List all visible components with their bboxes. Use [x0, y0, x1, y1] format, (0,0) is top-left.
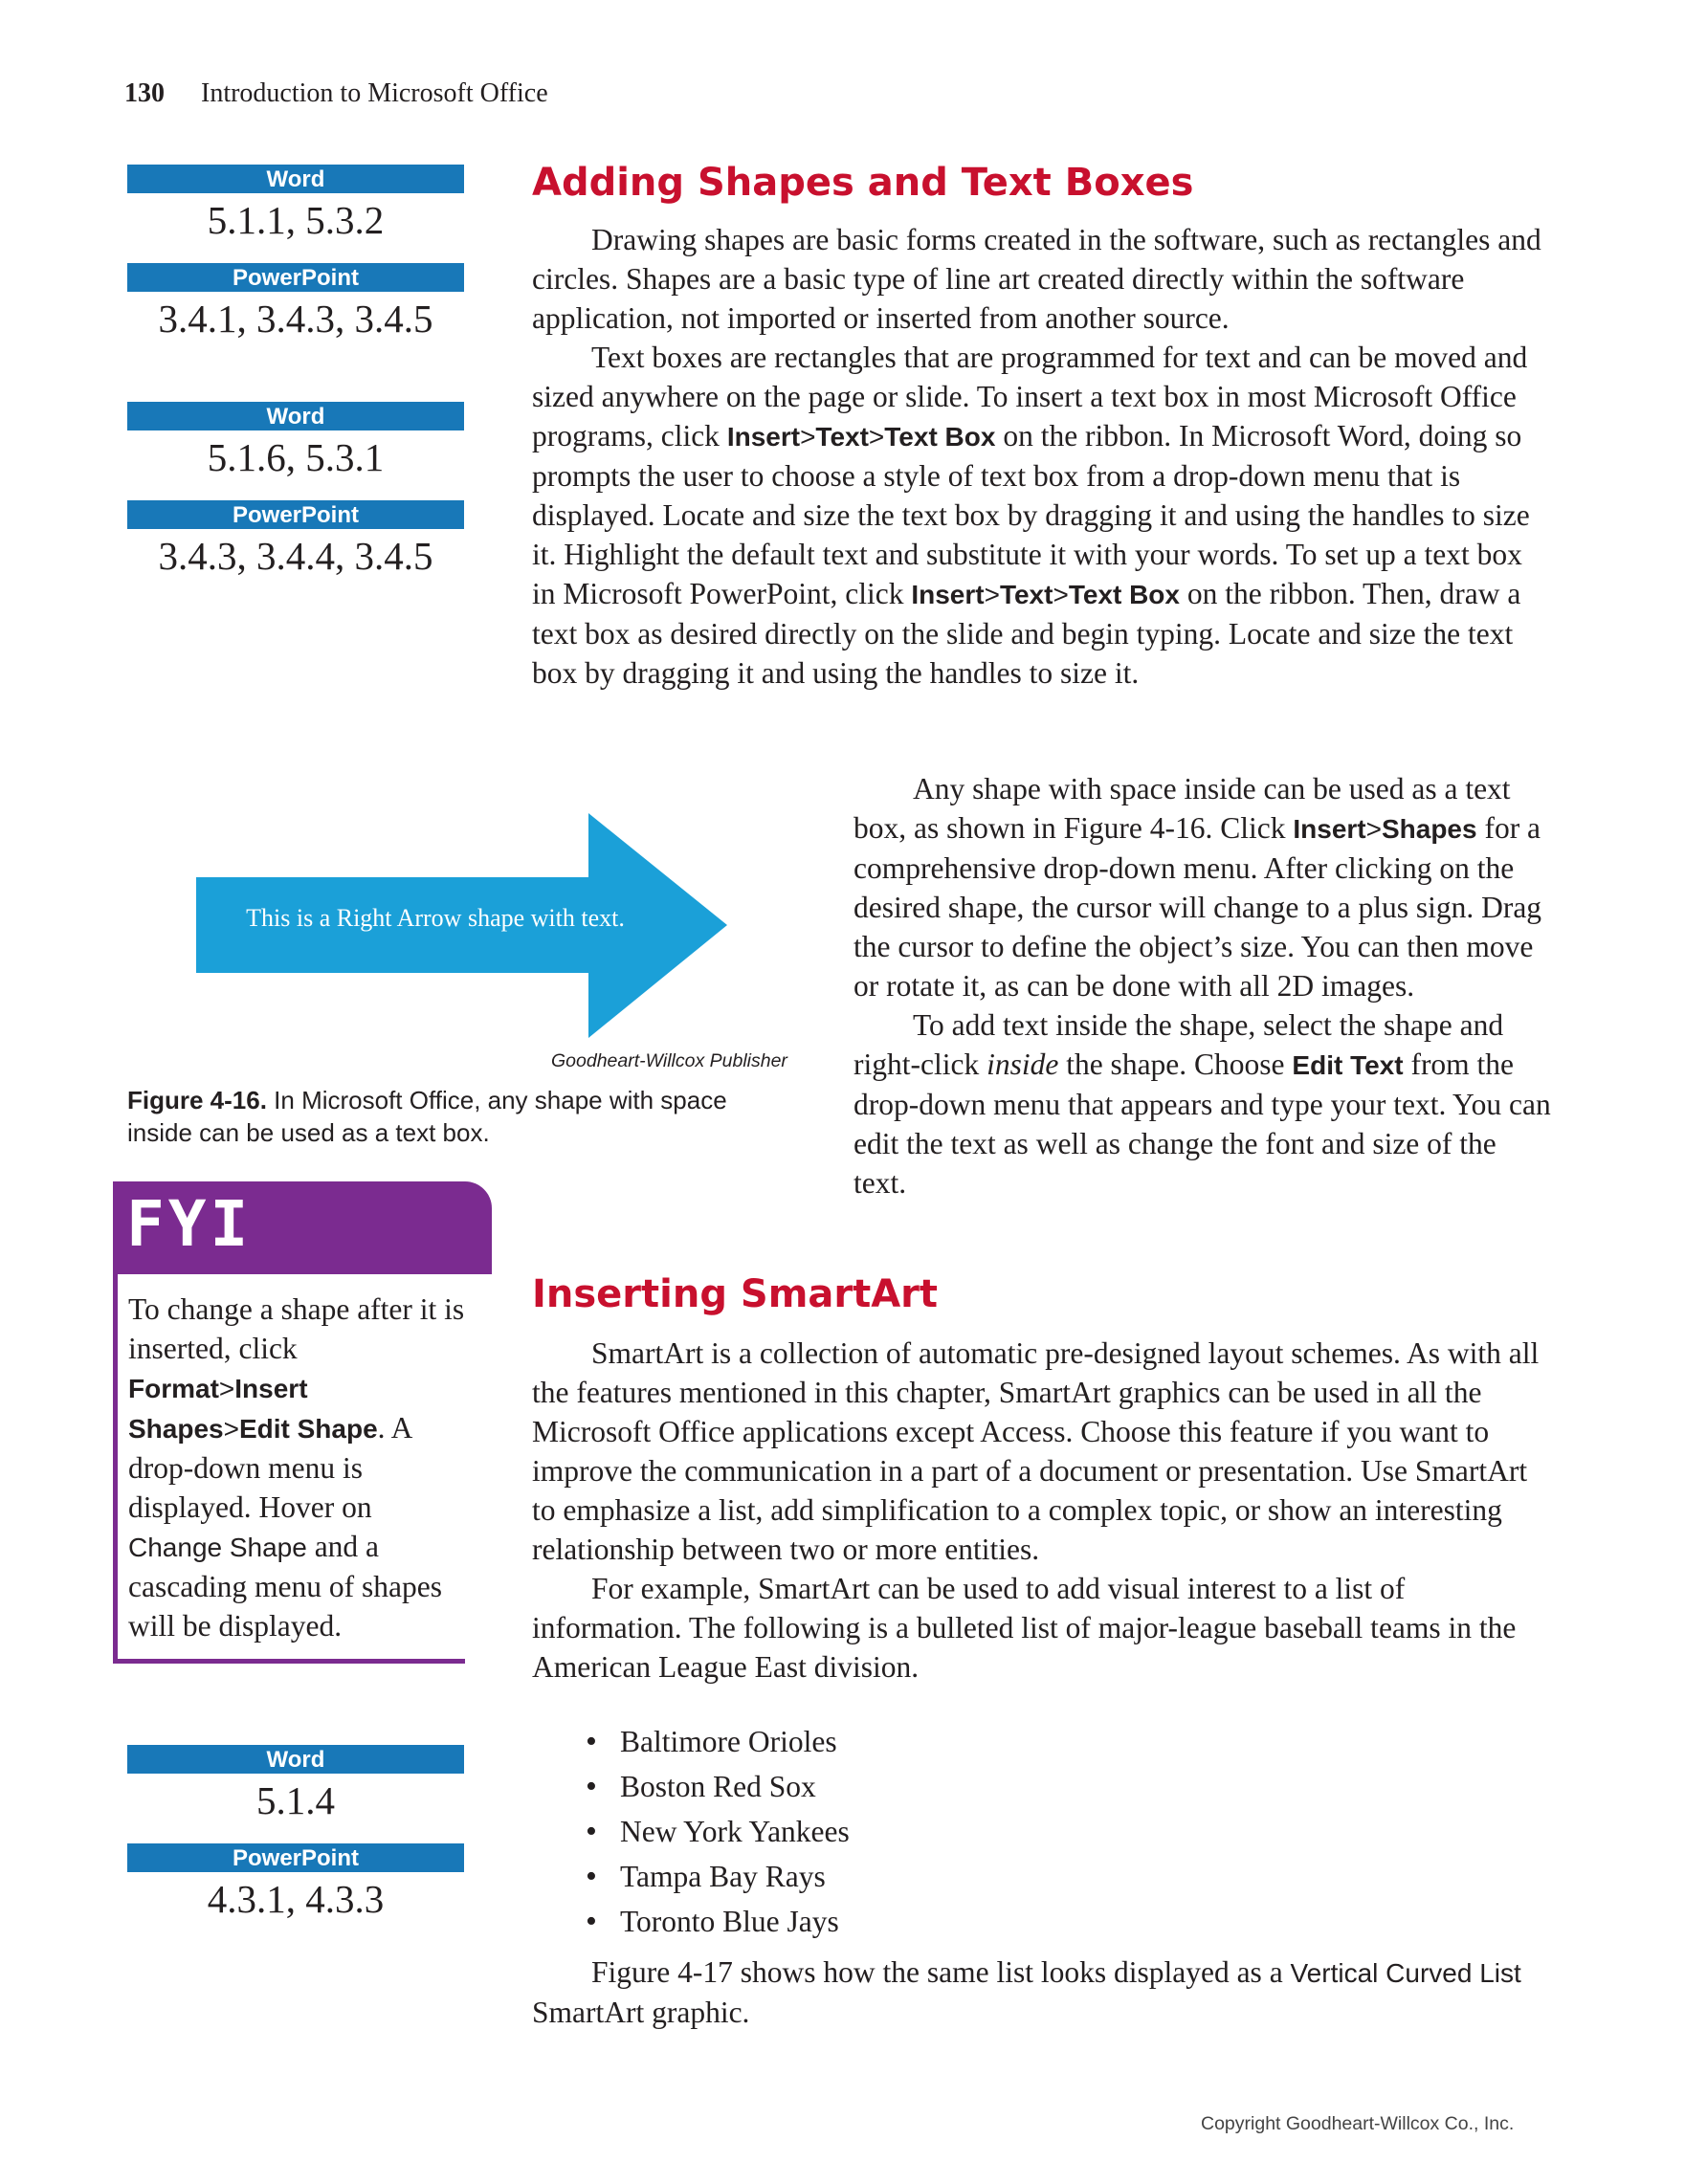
section-heading-smartart: Inserting SmartArt	[532, 1272, 939, 1316]
list-item: • Tampa Bay Rays	[586, 1859, 826, 1894]
running-header	[124, 78, 548, 109]
list-item: • Toronto Blue Jays	[586, 1904, 839, 1939]
objective-codes: 5.1.6, 5.3.1	[207, 435, 385, 479]
paragraph: Text boxes are rectangles that are programmed for text and can be moved and sized anywhere on the page or slide. To insert a text box in most Microsoft Office programs, click Insert>Text>Text Box on the ribbon. In Microsoft Word, doing so prompts the user to choose a style of text box from a drop-down menu that is displayed. Locate and size the text box by dragging it and using the handles to size it. Highlight the default text and substitute it with your words. To set up a text box in Microsoft PowerPoint, click Insert>Text>Text Box on the ribbon. Then, draw a text box as desired directly on the slide and begin typing. Locate and size the text box by dragging it and using the handles to size it.	[532, 341, 1530, 690]
section-heading-shapes: Adding Shapes and Text Boxes	[532, 161, 1194, 205]
objective-codes: 3.4.3, 3.4.4, 3.4.5	[158, 534, 433, 578]
list-item: • New York Yankees	[586, 1814, 850, 1849]
objective-app-label: Word	[127, 165, 464, 193]
paragraph: For example, SmartArt can be used to add visual interest to a list of information. The following is a bulleted list of major-league baseball teams in the American League East division.	[532, 1572, 1517, 1684]
list-item: • Boston Red Sox	[586, 1769, 816, 1804]
paragraph: To add text inside the shape, select the shape and right-click inside the shape. Choose Edit Text from the drop-down menu that appears and type your text. You can edit the text as well as change the font and size of the text.	[854, 1008, 1551, 1200]
paragraph: Figure 4-17 shows how the same list looks displayed as a Vertical Curved List SmartArt graphic.	[532, 1955, 1521, 2029]
objective-app-label: Word	[127, 402, 464, 430]
objective-app-label: PowerPoint	[127, 1843, 464, 1872]
section1-column	[854, 769, 1552, 1202]
arrow-shape-text: This is a Right Arrow shape with text.	[246, 904, 625, 932]
page-number: 130	[124, 78, 165, 108]
objective-app-label: Word	[127, 1745, 464, 1774]
figure-label: Figure 4-16.	[127, 1086, 267, 1114]
objective-codes: 4.3.1, 4.3.3	[207, 1877, 385, 1921]
fyi-header	[113, 1181, 492, 1274]
figure-4-16	[196, 813, 727, 1038]
objective-box-word-1	[127, 165, 464, 260]
list-item: • Baltimore Orioles	[586, 1724, 837, 1759]
objective-box-powerpoint-3	[127, 1843, 464, 1939]
figure-caption-text: In Microsoft Office, any shape with space inside can be used as a text box.	[127, 1086, 727, 1147]
fyi-title: FYI	[126, 1187, 253, 1261]
paragraph: Drawing shapes are basic forms created in the software, such as rectangles and circles. Shapes are a basic type of line art created directly within the software application, not imported or inserted from another source.	[532, 223, 1541, 335]
fyi-body: To change a shape after it is inserted, click Format>Insert Shapes>Edit Shape. A drop-down menu is displayed. Hover on Change Shape and a cascading menu of shapes will be displayed.	[128, 1292, 465, 1643]
paragraph: Any shape with space inside can be used as a text box, as shown in Figure 4-16. Click Insert>Shapes for a comprehensive drop-down menu. After clicking on the desired shape, the cursor will change to a plus sign. Drag the cursor to define the object’s size. You can then move or rotate it, as can be done with all 2D images.	[854, 772, 1542, 1003]
figure-credit: Goodheart-Willcox Publisher	[551, 1050, 787, 1071]
section2-closing	[532, 1952, 1546, 2032]
paragraph: SmartArt is a collection of automatic pre-designed layout schemes. As with all the features mentioned in this chapter, SmartArt graphics can be used in all the Microsoft Office applications except Access. Choose this feature if you want to improve the communication in a part of a document or presentation. Use SmartArt to emphasize a list, add simplification to a complex topic, or show an interesting relationship between two or more entities.	[532, 1336, 1540, 1566]
objective-box-powerpoint-1	[127, 263, 464, 359]
team-list	[586, 1722, 850, 1947]
book-title: Introduction to Microsoft Office	[201, 78, 548, 108]
objective-codes: 3.4.1, 3.4.3, 3.4.5	[158, 297, 433, 341]
figure-caption	[127, 1084, 759, 1149]
objective-box-word-3	[127, 1745, 464, 1841]
objective-app-label: PowerPoint	[127, 263, 464, 292]
section2-body	[532, 1334, 1546, 1687]
fyi-border	[113, 1274, 118, 1663]
objective-codes: 5.1.1, 5.3.2	[207, 198, 385, 242]
section1-body	[532, 220, 1546, 693]
objective-app-label: PowerPoint	[127, 500, 464, 529]
copyright-footer: Copyright Goodheart-Willcox Co., Inc.	[1201, 2113, 1515, 2134]
fyi-border	[113, 1659, 465, 1664]
objective-box-powerpoint-2	[127, 500, 464, 596]
objective-codes: 5.1.4	[256, 1778, 335, 1822]
objective-box-word-2	[127, 402, 464, 497]
